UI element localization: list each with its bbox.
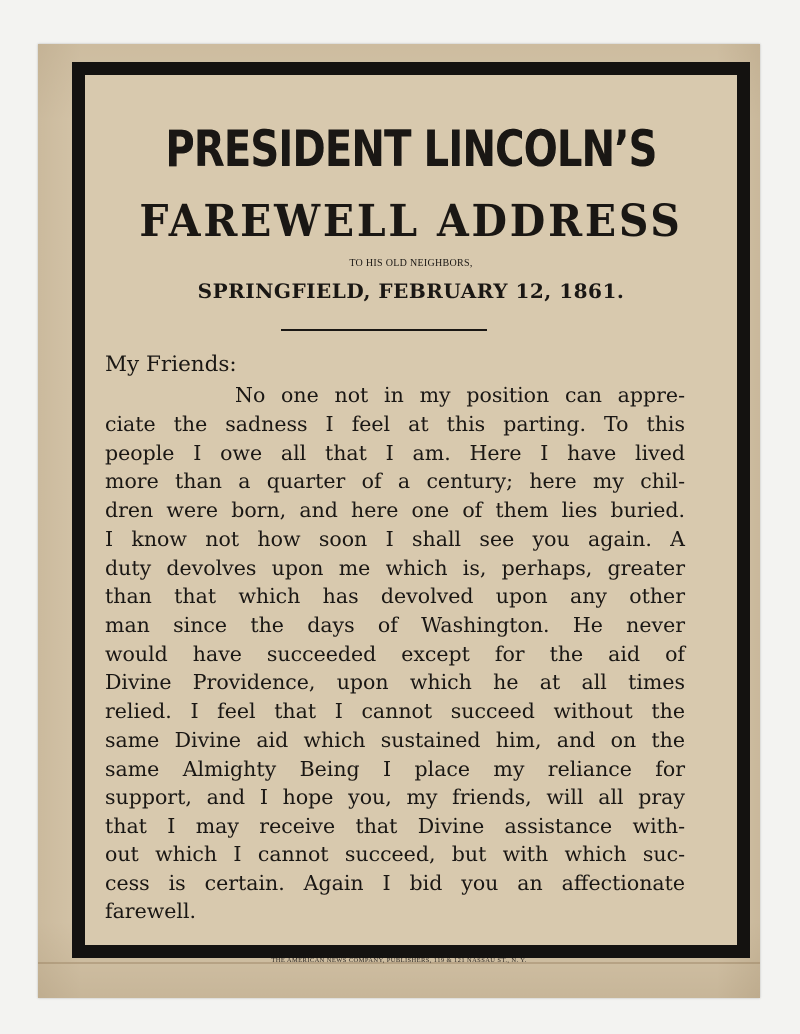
address-line: dren were born, and here one of them lies buried. xyxy=(105,498,685,522)
address-line: Divine Providence, upon which he at all times xyxy=(105,670,685,694)
address-line: people I owe all that I am. Here I have lived xyxy=(105,441,685,465)
address-line: than that which has devolved upon any other xyxy=(105,584,685,608)
title-text: PRESIDENT LINCOLN’S xyxy=(165,120,657,178)
salutation: My Friends: xyxy=(105,352,237,377)
address-line: support, and I hope you, my friends, will all pray xyxy=(105,785,685,809)
address-line: I know not how soon I shall see you again. A xyxy=(105,527,685,551)
address-line: ciate the sadness I feel at this parting. To this xyxy=(105,412,685,436)
address-line: out which I cannot succeed, but with which suc- xyxy=(105,842,685,866)
address-line: duty devolves upon me which is, perhaps, greater xyxy=(105,556,685,580)
address-line: more than a quarter of a century; here my chil- xyxy=(105,469,685,493)
address-line: that I may receive that Divine assistance with- xyxy=(105,814,685,838)
place-date-line: SPRINGFIELD, FEBRUARY 12, 1861. xyxy=(197,279,625,303)
dedication-line: TO HIS OLD NEIGHBORS, xyxy=(349,258,473,269)
address-line: cess is certain. Again I bid you an affectionate xyxy=(105,871,685,895)
address-line: relied. I feel that I cannot succeed without the xyxy=(105,699,685,723)
address-line: farewell. xyxy=(105,899,197,923)
header-divider xyxy=(281,329,487,331)
broadside-content xyxy=(85,75,737,945)
address-line: would have succeeded except for the aid of xyxy=(105,642,685,666)
address-line: same Almighty Being I place my reliance for xyxy=(105,757,685,781)
page-subtitle: FAREWELL ADDRESS xyxy=(139,196,683,247)
publisher-imprint: THE AMERICAN NEWS COMPANY, PUBLISHERS, 119 & 121 NASSAU ST., N. Y. xyxy=(271,957,527,964)
address-line: No one not in my position can appre- xyxy=(235,383,685,407)
mourning-border-frame xyxy=(72,62,750,958)
page-title xyxy=(150,119,672,179)
address-line: man since the days of Washington. He never xyxy=(105,613,685,637)
broadside-paper xyxy=(38,44,760,998)
address-line: same Divine aid which sustained him, and on the xyxy=(105,728,685,752)
